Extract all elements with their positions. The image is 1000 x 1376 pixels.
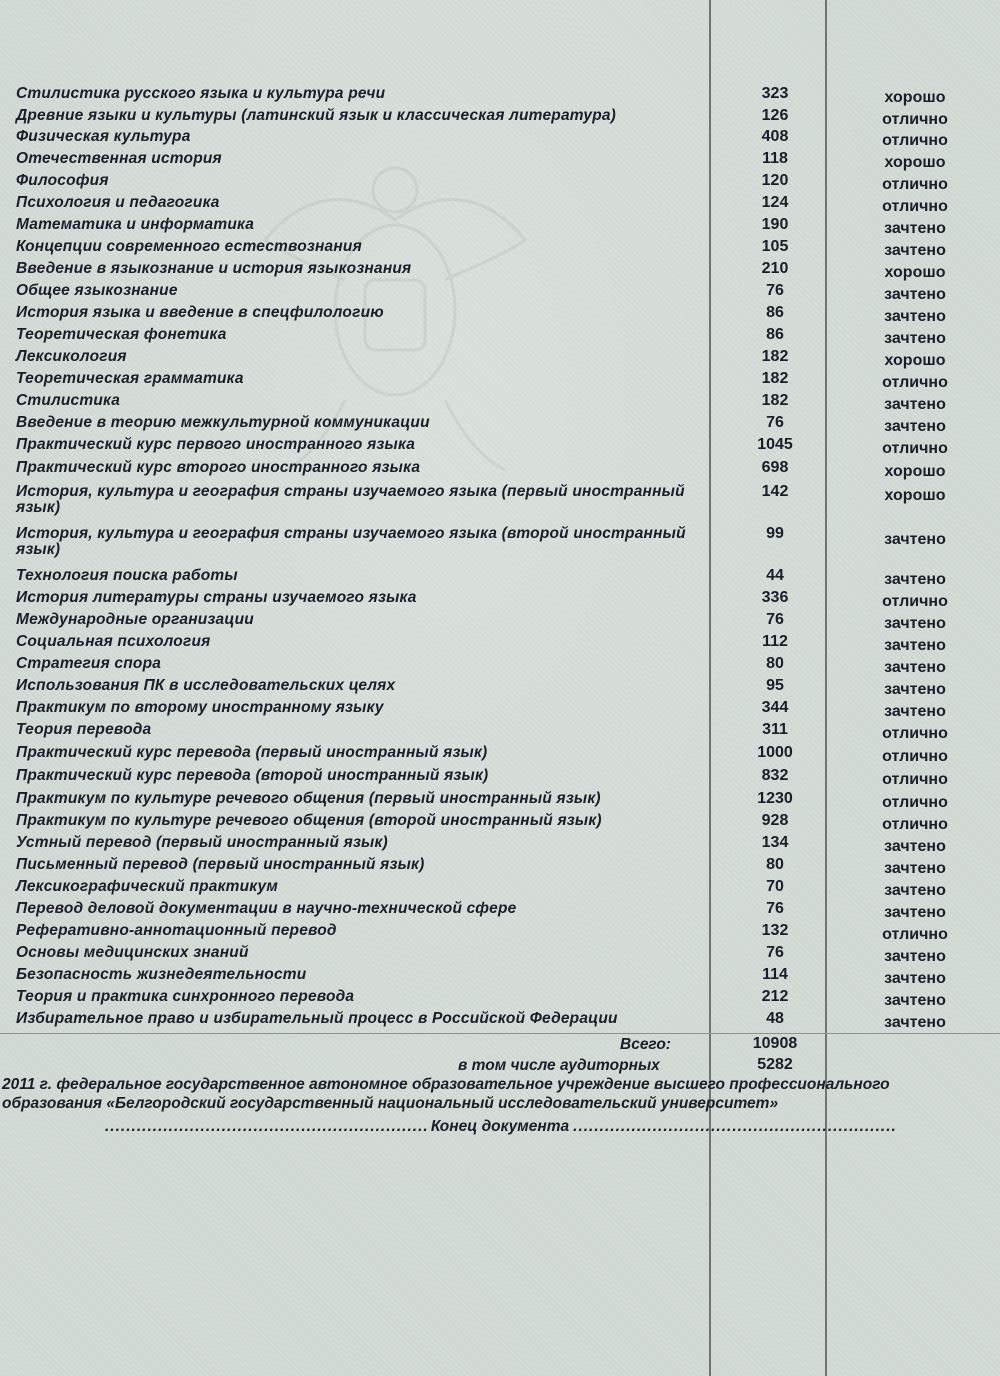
subject-hours: 48 <box>766 1010 784 1027</box>
subject-name: История, культура и география страны изучаемого языка (первый иностранный язык) <box>16 483 685 516</box>
subject-hours: 1230 <box>757 790 793 807</box>
subject-name: Лексикология <box>16 348 127 365</box>
subject-hours: 70 <box>766 878 784 895</box>
subject-grade: отлично <box>882 794 948 811</box>
subject-hours: 142 <box>761 483 789 500</box>
subject-name: Избирательное право и избирательный процесс в Российской Федерации <box>16 1010 618 1027</box>
subject-hours: 132 <box>761 922 789 939</box>
subject-grade: зачтено <box>884 330 946 347</box>
subject-name: Международные организации <box>16 611 254 628</box>
subject-name: Древние языки и культуры (латинский язык и классическая литература) <box>16 107 617 124</box>
footer-line-1: 2011 г. федеральное государственное автономное образовательное учреждение высшего профессионального <box>2 1076 890 1093</box>
subject-grade: отлично <box>882 816 948 833</box>
total-label: Всего: <box>620 1036 671 1053</box>
subject-hours: 126 <box>761 107 789 124</box>
subject-name: Технология поиска работы <box>16 567 238 584</box>
subject-name: Философия <box>16 172 109 189</box>
subject-grade: зачтено <box>884 681 946 698</box>
subject-name: История языка и введение в спецфилологию <box>16 304 384 321</box>
subject-grade: зачтено <box>884 396 946 413</box>
subject-name: Теория перевода <box>16 721 152 738</box>
dotted-leader-right <box>573 1118 895 1135</box>
subject-grade: зачтено <box>884 904 946 921</box>
subject-grade: зачтено <box>884 838 946 855</box>
subject-grade: зачтено <box>884 220 946 237</box>
subject-grade: отлично <box>882 440 948 457</box>
subject-hours: 182 <box>761 348 789 365</box>
subject-name: Практический курс первого иностранного языка <box>16 436 416 453</box>
subject-name: Теоретическая фонетика <box>16 326 227 343</box>
subject-name: Использования ПК в исследовательских целях <box>16 677 396 694</box>
subject-grade: хорошо <box>884 463 946 480</box>
subject-grade: хорошо <box>884 352 946 369</box>
subject-grade: зачтено <box>884 615 946 632</box>
subject-hours: 76 <box>766 282 784 299</box>
end-of-document-line <box>105 1118 895 1135</box>
subject-name: Основы медицинских знаний <box>16 944 249 961</box>
subject-name: Отечественная история <box>16 150 222 167</box>
subject-grade: зачтено <box>884 418 946 435</box>
subject-grade: отлично <box>882 176 948 193</box>
auditorium-hours-label: в том числе аудиторных <box>458 1057 660 1074</box>
subject-name: Практический курс перевода (первый иностранный язык) <box>16 744 488 761</box>
subject-hours: 182 <box>761 370 789 387</box>
subject-name: Физическая культура <box>16 128 191 145</box>
subject-grade: зачтено <box>884 242 946 259</box>
subject-grade: отлично <box>882 132 948 149</box>
subject-grade: отлично <box>882 725 948 742</box>
subject-hours: 832 <box>761 767 789 784</box>
subject-name: Стилистика <box>16 392 121 409</box>
subject-hours: 336 <box>761 589 789 606</box>
subject-grade: зачтено <box>884 308 946 325</box>
subject-name: История литературы страны изучаемого языка <box>16 589 417 606</box>
subject-hours: 124 <box>761 194 789 211</box>
subject-hours: 76 <box>766 944 784 961</box>
subject-name: История, культура и география страны изучаемого языка (второй иностранный язык) <box>16 525 686 558</box>
subject-name: Теоретическая грамматика <box>16 370 244 387</box>
subject-grade: зачтено <box>884 286 946 303</box>
subject-grade: зачтено <box>884 637 946 654</box>
end-of-document-text: Конец документа <box>430 1118 570 1135</box>
subject-hours: 1045 <box>757 436 793 453</box>
subject-grade: зачтено <box>884 992 946 1009</box>
subject-hours: 95 <box>766 677 784 694</box>
subject-hours: 105 <box>761 238 789 255</box>
subject-grade: отлично <box>882 748 948 765</box>
subject-grade: хорошо <box>884 89 946 106</box>
subject-hours: 212 <box>761 988 789 1005</box>
subject-name: Устный перевод (первый иностранный язык) <box>16 834 388 851</box>
subject-grade: хорошо <box>884 264 946 281</box>
subject-name: Психология и педагогика <box>16 194 220 211</box>
subject-hours: 210 <box>761 260 789 277</box>
column-divider-right <box>825 0 827 1376</box>
subject-name: Безопасность жизнедеятельности <box>16 966 307 983</box>
subject-name: Социальная психология <box>16 633 211 650</box>
subject-grade: хорошо <box>884 154 946 171</box>
subject-name: Практический курс второго иностранного языка <box>16 459 421 476</box>
subject-grade: зачтено <box>884 659 946 676</box>
subject-name: Теория и практика синхронного перевода <box>16 988 355 1005</box>
subject-grade: зачтено <box>884 571 946 588</box>
subject-grade: хорошо <box>884 487 946 504</box>
total-hours: 10908 <box>752 1035 798 1052</box>
subject-hours: 134 <box>761 834 789 851</box>
subject-name: Реферативно-аннотационный перевод <box>16 922 337 939</box>
subject-hours: 86 <box>766 304 784 321</box>
subject-grade: зачтено <box>884 970 946 987</box>
subject-hours: 99 <box>766 525 784 542</box>
subject-name: Стратегия спора <box>16 655 162 672</box>
subject-grade: отлично <box>882 111 948 128</box>
subject-name: Общее языкознание <box>16 282 178 299</box>
subject-name: Концепции современного естествознания <box>16 238 362 255</box>
subject-hours: 44 <box>766 567 784 584</box>
subject-hours: 76 <box>766 414 784 431</box>
subject-hours: 118 <box>762 150 788 167</box>
subject-name: Перевод деловой документации в научно-технической сфере <box>16 900 517 917</box>
subject-grade: зачтено <box>884 948 946 965</box>
subject-name: Стилистика русского языка и культура речи <box>16 85 386 102</box>
subject-hours: 80 <box>766 856 784 873</box>
subject-hours: 114 <box>762 966 788 983</box>
subject-hours: 311 <box>762 721 788 738</box>
subject-name: Практикум по культуре речевого общения (первый иностранный язык) <box>16 790 601 807</box>
subject-hours: 86 <box>766 326 784 343</box>
subject-hours: 1000 <box>757 744 793 761</box>
subject-hours: 80 <box>766 655 784 672</box>
subject-name: Введение в теорию межкультурной коммуникации <box>16 414 430 431</box>
subject-name: Письменный перевод (первый иностранный язык) <box>16 856 425 873</box>
subject-hours: 76 <box>766 611 784 628</box>
subject-hours: 190 <box>761 216 789 233</box>
subject-name: Лексикографический практикум <box>16 878 279 895</box>
subject-grade: зачтено <box>884 860 946 877</box>
subject-hours: 928 <box>761 812 789 829</box>
subject-hours: 344 <box>761 699 789 716</box>
subject-grade: отлично <box>882 771 948 788</box>
subject-grade: отлично <box>882 593 948 610</box>
subject-name: Практикум по второму иностранному языку <box>16 699 384 716</box>
dotted-leader-left <box>105 1118 427 1135</box>
subject-grade: зачтено <box>884 531 946 548</box>
auditorium-hours: 5282 <box>757 1056 793 1073</box>
subject-grade: зачтено <box>884 1014 946 1031</box>
subject-name: Практический курс перевода (второй иностранный язык) <box>16 767 489 784</box>
subject-grade: зачтено <box>884 882 946 899</box>
subject-hours: 182 <box>761 392 789 409</box>
subject-hours: 120 <box>761 172 789 189</box>
subject-name: Практикум по культуре речевого общения (второй иностранный язык) <box>16 812 602 829</box>
subject-hours: 76 <box>766 900 784 917</box>
subject-hours: 323 <box>761 85 789 102</box>
subject-grade: отлично <box>882 926 948 943</box>
footer-line-2: образования «Белгородский государственный национальный исследовательский университет» <box>2 1095 779 1112</box>
subject-name: Математика и информатика <box>16 216 255 233</box>
table-bottom-border <box>0 1033 1000 1034</box>
subject-grade: отлично <box>882 198 948 215</box>
subject-hours: 408 <box>761 128 789 145</box>
subject-name: Введение в языкознание и история языкознания <box>16 260 412 277</box>
subject-grade: отлично <box>882 374 948 391</box>
subject-hours: 112 <box>762 633 788 650</box>
subject-grade: зачтено <box>884 703 946 720</box>
subject-hours: 698 <box>761 459 789 476</box>
